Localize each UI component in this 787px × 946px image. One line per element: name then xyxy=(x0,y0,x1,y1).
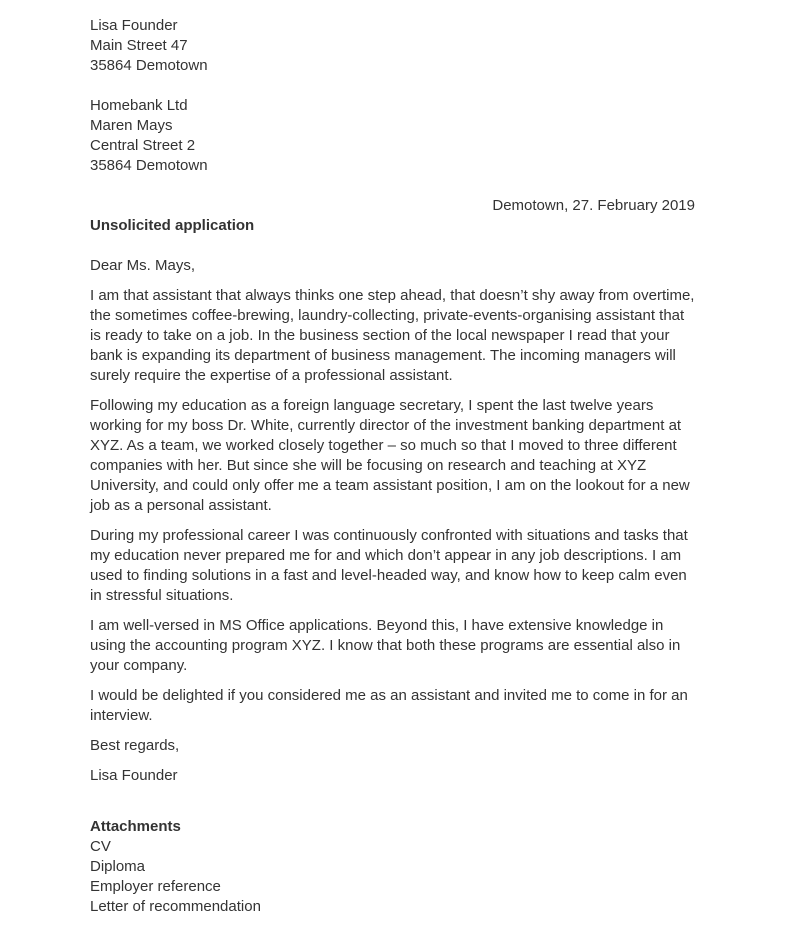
recipient-company: Homebank Ltd xyxy=(90,97,188,114)
attachments-block xyxy=(90,817,695,917)
application-letter xyxy=(90,16,695,917)
paragraph-3: During my professional career I was continuously confronted with situations and tasks that my education never prepared me for and which don’t appear in any job descriptions. I am used to finding solutions in a fast and level-headed way, and know how to keep calm even in stressful situations. xyxy=(90,527,688,604)
signature-name: Lisa Founder xyxy=(90,767,178,784)
attachment-item-diploma: Diploma xyxy=(90,858,146,875)
paragraph-1: I am that assistant that always thinks one step ahead, that doesn’t shy away from overtime, the sometimes coffee-brewing, laundry-collecting, private-events-organising assistant that is ready to take on a job. In the business section of the local newspaper I read that your bank is expanding its department of business management. The incoming managers will surely require the expertise of a professional assistant. xyxy=(90,287,695,384)
paragraph-2: Following my education as a foreign language secretary, I spent the last twelve years working for my boss Dr. White, currently director of the investment banking department at XYZ. As a team, we worked closely together – so much so that I moved to three different companies with her. But since she will be focusing on research and teaching at XYZ University, and could only offer me a team assistant position, I am on the lookout for a new job as a personal assistant. xyxy=(90,397,690,514)
sender-address-block xyxy=(90,16,695,76)
greeting: Dear Ms. Mays, xyxy=(90,257,196,274)
attachment-item-employer-reference: Employer reference xyxy=(90,878,221,895)
closing-phrase: Best regards, xyxy=(90,737,180,754)
paragraph-4: I am well-versed in MS Office applications. Beyond this, I have extensive knowledge in using the accounting program XYZ. I know that both these programs are essential also in your company. xyxy=(90,617,681,674)
recipient-street: Central Street 2 xyxy=(90,137,196,154)
attachment-item-letter-of-recommendation: Letter of recommendation xyxy=(90,898,261,915)
attachments-title: Attachments xyxy=(90,818,181,835)
recipient-address-block xyxy=(90,96,695,176)
sender-name: Lisa Founder xyxy=(90,17,178,34)
attachment-item-cv: CV xyxy=(90,838,111,855)
date-line: Demotown, 27. February 2019 xyxy=(492,197,695,214)
recipient-name: Maren Mays xyxy=(90,117,173,134)
recipient-city: 35864 Demotown xyxy=(90,157,208,174)
sender-street: Main Street 47 xyxy=(90,37,188,54)
sender-city: 35864 Demotown xyxy=(90,57,208,74)
subject-line: Unsolicited application xyxy=(90,217,255,234)
paragraph-5: I would be delighted if you considered me as an assistant and invited me to come in for an interview. xyxy=(90,687,688,724)
